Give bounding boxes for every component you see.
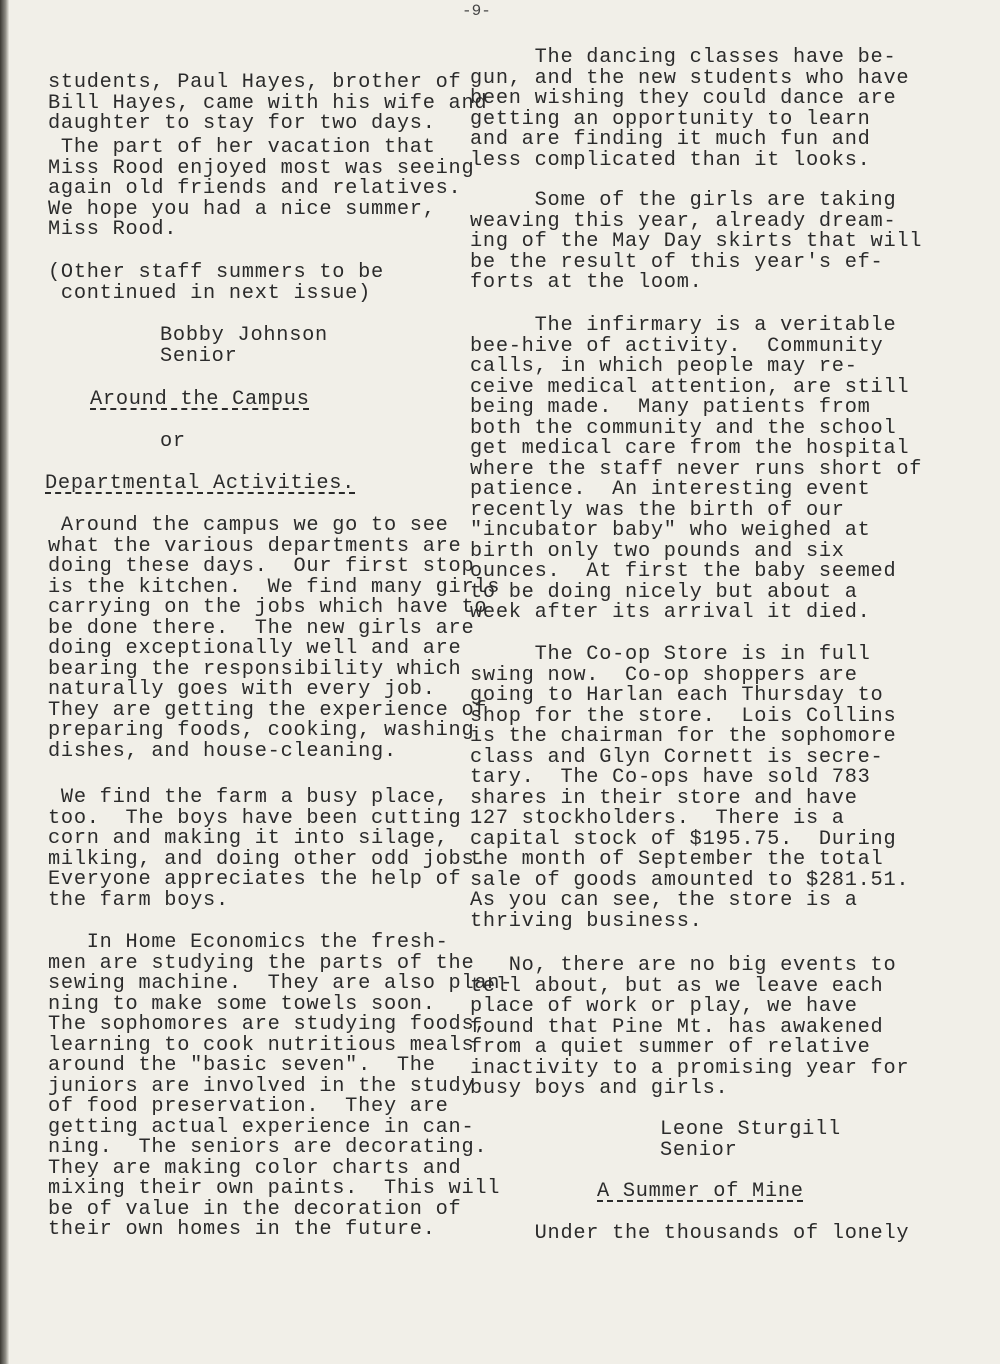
text-line: calls, in which people may re- [470,355,858,378]
text-line: Senior [160,344,238,368]
text-line: swing now. Co-op shoppers are [470,663,858,687]
text-line: preparing foods, cooking, washing [48,719,475,742]
text-line: forts at the loom. [470,271,703,294]
text-line: learning to cook nutritious meals [48,1033,475,1057]
signature-leone-sturgill [660,1120,841,1161]
text-line: class and Glyn Cornett is secre- [470,745,884,769]
text-line: daughter to stay for two days. [48,112,436,135]
paragraph-dancing [470,48,909,171]
text-line: Everyone appreciates the help of [48,868,462,891]
text-line: the month of September the total [470,848,884,871]
text-line: around the "basic seven". The [48,1054,436,1077]
text-line: shop for the store. Lois Collins [470,704,897,728]
text-line: doing exceptionally well and are [48,637,462,660]
text-line: Bobby Johnson [160,324,328,347]
text-line: The sophomores are studying foods, [48,1013,488,1036]
page-number: -9- [462,2,491,20]
heading-a-summer-of-mine: A Summer of Mine [597,1180,804,1203]
text-line: dishes, and house-cleaning. [48,739,397,763]
text-line: Bill Hayes, came with his wife and [48,91,488,115]
text-line: The infirmary is a veritable [470,314,897,337]
text-line: Miss Rood enjoyed most was seeing [48,156,475,180]
text-line: corn and making it into silage, [48,827,449,850]
text-line: As you can see, the store is a [470,889,858,912]
text-line: ounces. At first the baby seemed [470,560,897,583]
text-line: too. The boys have been cutting [48,806,462,830]
paragraph-farm [48,788,487,911]
text-line: ning. The seniors are decorating. [48,1136,488,1159]
text-line: going to Harlan each Thursday to [470,684,884,707]
text-line: getting an opportunity to learn [470,107,871,131]
text-line: doing these days. Our first stop [48,555,475,578]
paragraph-miss-rood [48,138,474,241]
page-binding-edge [0,0,9,1364]
text-line: week after its arrival it died. [470,601,871,624]
text-line: 127 stockholders. There is a [470,807,845,830]
heading-or: or [160,430,186,453]
paragraph-kitchen [48,516,500,762]
text-line: where the staff never runs short of [470,457,923,481]
text-line: weaving this year, already dream- [470,209,897,233]
text-line: less complicated than it looks. [470,148,871,172]
text-line: being made. Many patients from [470,396,871,419]
text-line: In Home Economics the fresh- [48,931,449,954]
text-line: be done there. The new girls are [48,616,475,640]
text-line: Senior [660,1138,738,1162]
paragraph-summer-of-mine [470,1224,909,1245]
text-line: "incubator baby" who weighed at [470,519,871,542]
text-line: tell about, but as we leave each [470,974,884,998]
text-line: shares in their store and have [470,786,858,810]
text-line: capital stock of $195.75. During [470,827,897,851]
paragraph-continued-note [48,263,384,304]
text-line: to be doing nicely but about a [470,580,858,604]
text-line: Under the thousands of lonely [470,1222,910,1245]
text-line: They are making color charts and [48,1156,462,1180]
text-line: milking, and doing other odd jobs. [48,847,488,871]
text-line: Some of the girls are taking [470,189,897,212]
text-line: of food preservation. They are [48,1095,449,1118]
text-line: tary. The Co-ops have sold 783 [470,766,871,789]
text-line: continued in next issue) [48,281,372,305]
paragraph-infirmary [470,316,922,624]
text-line: be of value in the decoration of [48,1197,462,1221]
paragraph-weaving [470,191,922,294]
text-line: sale of goods amounted to $281.51. [470,868,910,892]
paragraph-co-op-store [470,645,909,932]
text-line: students, Paul Hayes, brother of [48,71,462,94]
text-line: birth only two pounds and six [470,539,845,563]
text-line: The Co-op Store is in full [470,643,871,666]
text-line: We hope you had a nice summer, [48,197,436,221]
text-line: get medical care from the hospital [470,437,910,460]
text-line: Leone Sturgill [660,1118,841,1141]
text-line: We find the farm a busy place, [48,786,449,809]
heading-departmental-activities: Departmental Activities. [45,472,356,495]
text-line: No, there are no big events to [470,954,897,977]
text-line: recently was the birth of our [470,498,845,522]
text-line: The part of her vacation that [48,136,436,159]
text-line: from a quiet summer of relative [470,1036,871,1059]
paragraph-closing [470,956,909,1100]
text-line: what the various departments are [48,534,462,558]
text-line: men are studying the parts of the [48,951,475,975]
text-line: naturally goes with every job. [48,678,436,701]
text-line: The dancing classes have be- [470,46,897,69]
heading-around-the-campus: Around the Campus [90,388,310,411]
text-line: They are getting the experience of [48,698,488,722]
text-line: thriving business. [470,909,703,933]
text-line: gun, and the new students who have [470,66,910,90]
text-line: ing of the May Day skirts that will [470,230,923,253]
text-line: the farm boys. [48,888,229,912]
text-line: Miss Rood. [48,218,178,241]
text-line: (Other staff summers to be [48,261,384,284]
text-line: found that Pine Mt. has awakened [470,1015,884,1039]
text-line: is the chairman for the sophomore [470,725,897,748]
text-line: ceive medical attention, are still [470,375,910,399]
paragraph-visitors [48,73,487,135]
paragraph-home-economics [48,933,513,1241]
text-line: be the result of this year's ef- [470,250,884,274]
text-line: both the community and the school [470,416,897,440]
signature-bobby-johnson [160,326,328,367]
text-line: again old friends and relatives. [48,177,462,200]
text-line: place of work or play, we have [470,995,858,1018]
text-line: mixing their own paints. This will [48,1177,501,1200]
text-line: inactivity to a promising year for [470,1056,910,1080]
text-line: bee-hive of activity. Community [470,334,884,358]
text-line: ning to make some towels soon. [48,992,436,1016]
text-line: carrying on the jobs which have to [48,596,488,619]
text-line: juniors are involved in the study [48,1074,475,1098]
text-line: and are finding it much fun and [470,128,871,151]
text-line: Around the campus we go to see [48,514,449,537]
text-line: getting actual experience in can- [48,1115,475,1139]
text-line: patience. An interesting event [470,478,871,501]
text-line: busy boys and girls. [470,1077,729,1100]
text-line: is the kitchen. We find many girls [48,575,501,599]
text-line: been wishing they could dance are [470,87,897,110]
text-line: their own homes in the future. [48,1218,436,1241]
text-line: sewing machine. They are also plan- [48,972,514,995]
text-line: bearing the responsibility which [48,657,462,681]
